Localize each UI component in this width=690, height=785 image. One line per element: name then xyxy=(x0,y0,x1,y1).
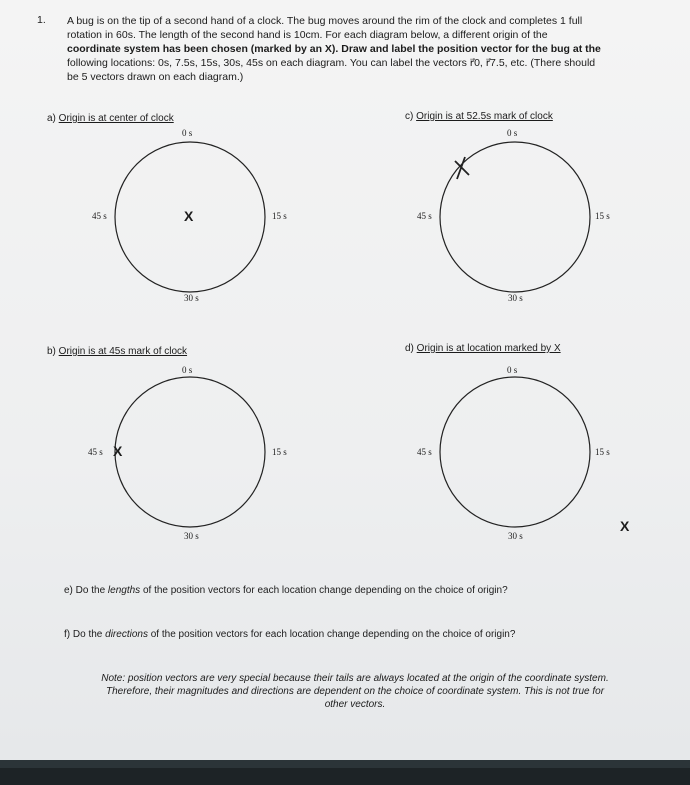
tick-15s: 15 s xyxy=(595,211,610,221)
tick-0s: 0 s xyxy=(507,128,518,138)
question-text xyxy=(67,14,667,84)
tick-45s: 45 s xyxy=(88,447,103,457)
tick-0s: 0 s xyxy=(182,128,193,138)
origin-x-mark: X xyxy=(184,208,194,224)
question-line: following locations: 0s, 7.5s, 15s, 30s, 45s on each diagram. You can label the vectors r⃗0, r⃗7.5, etc. (There should xyxy=(67,57,596,69)
origin-x-mark: X xyxy=(113,443,123,459)
tick-45s: 45 s xyxy=(417,447,432,457)
diagram-a-title: Origin is at center of clock xyxy=(58,113,174,124)
question-number: 1. xyxy=(37,14,46,26)
tick-0s: 0 s xyxy=(507,365,518,375)
note-line: other vectors. xyxy=(324,699,386,710)
bottom-strip xyxy=(0,760,690,768)
diagram-a-label: a) Origin is at center of clock xyxy=(47,113,174,124)
question-e: e) Do the lengths of the position vectors for each location change depending on the choice of origin? xyxy=(64,585,508,596)
diagram-b-title: Origin is at 45s mark of clock xyxy=(58,346,188,357)
tick-30s: 30 s xyxy=(508,293,523,303)
tick-30s: 30 s xyxy=(184,531,199,541)
clock-d-rim xyxy=(440,377,590,527)
diagram-c-label: c) Origin is at 52.5s mark of clock xyxy=(405,111,553,122)
tick-15s: 15 s xyxy=(595,447,610,457)
clock-c xyxy=(435,135,595,300)
question-line: coordinate system has been chosen (marked by an X). Draw and label the position vector for the bug at the xyxy=(67,43,601,55)
tick-45s: 45 s xyxy=(417,211,432,221)
tick-15s: 15 s xyxy=(272,211,287,221)
question-line: be 5 vectors drawn on each diagram.) xyxy=(67,71,244,83)
question-line: rotation in 60s. The length of the second hand is 10cm. For each diagram below, a different origin of the xyxy=(67,29,548,41)
tick-30s: 30 s xyxy=(508,531,523,541)
diagram-d-label: d) Origin is at location marked by X xyxy=(405,343,561,354)
tick-45s: 45 s xyxy=(92,211,107,221)
note-box xyxy=(60,672,650,711)
question-line: A bug is on the tip of a second hand of a clock. The bug moves around the rim of the clock and completes 1 full xyxy=(67,15,583,27)
note-line: Therefore, their magnitudes and directions are dependent on the choice of coordinate system. This is not true for xyxy=(105,686,605,697)
origin-x-mark: X xyxy=(620,518,630,534)
question-f: f) Do the directions of the position vectors for each location change depending on the choice of origin? xyxy=(64,629,516,640)
clock-b xyxy=(110,370,270,535)
diagram-b-label: b) Origin is at 45s mark of clock xyxy=(47,346,188,357)
tick-30s: 30 s xyxy=(184,293,199,303)
bottom-bar xyxy=(0,760,690,785)
origin-x-mark-drawn xyxy=(455,157,469,179)
tick-15s: 15 s xyxy=(272,447,287,457)
diagram-c-title: Origin is at 52.5s mark of clock xyxy=(416,111,553,122)
note-line: Note: position vectors are very special because their tails are always located at the origin of the coordinate system. xyxy=(101,673,609,684)
diagram-d-title: Origin is at location marked by X xyxy=(416,343,561,354)
clock-b-rim xyxy=(115,377,265,527)
clock-d xyxy=(435,370,595,535)
tick-0s: 0 s xyxy=(182,365,193,375)
